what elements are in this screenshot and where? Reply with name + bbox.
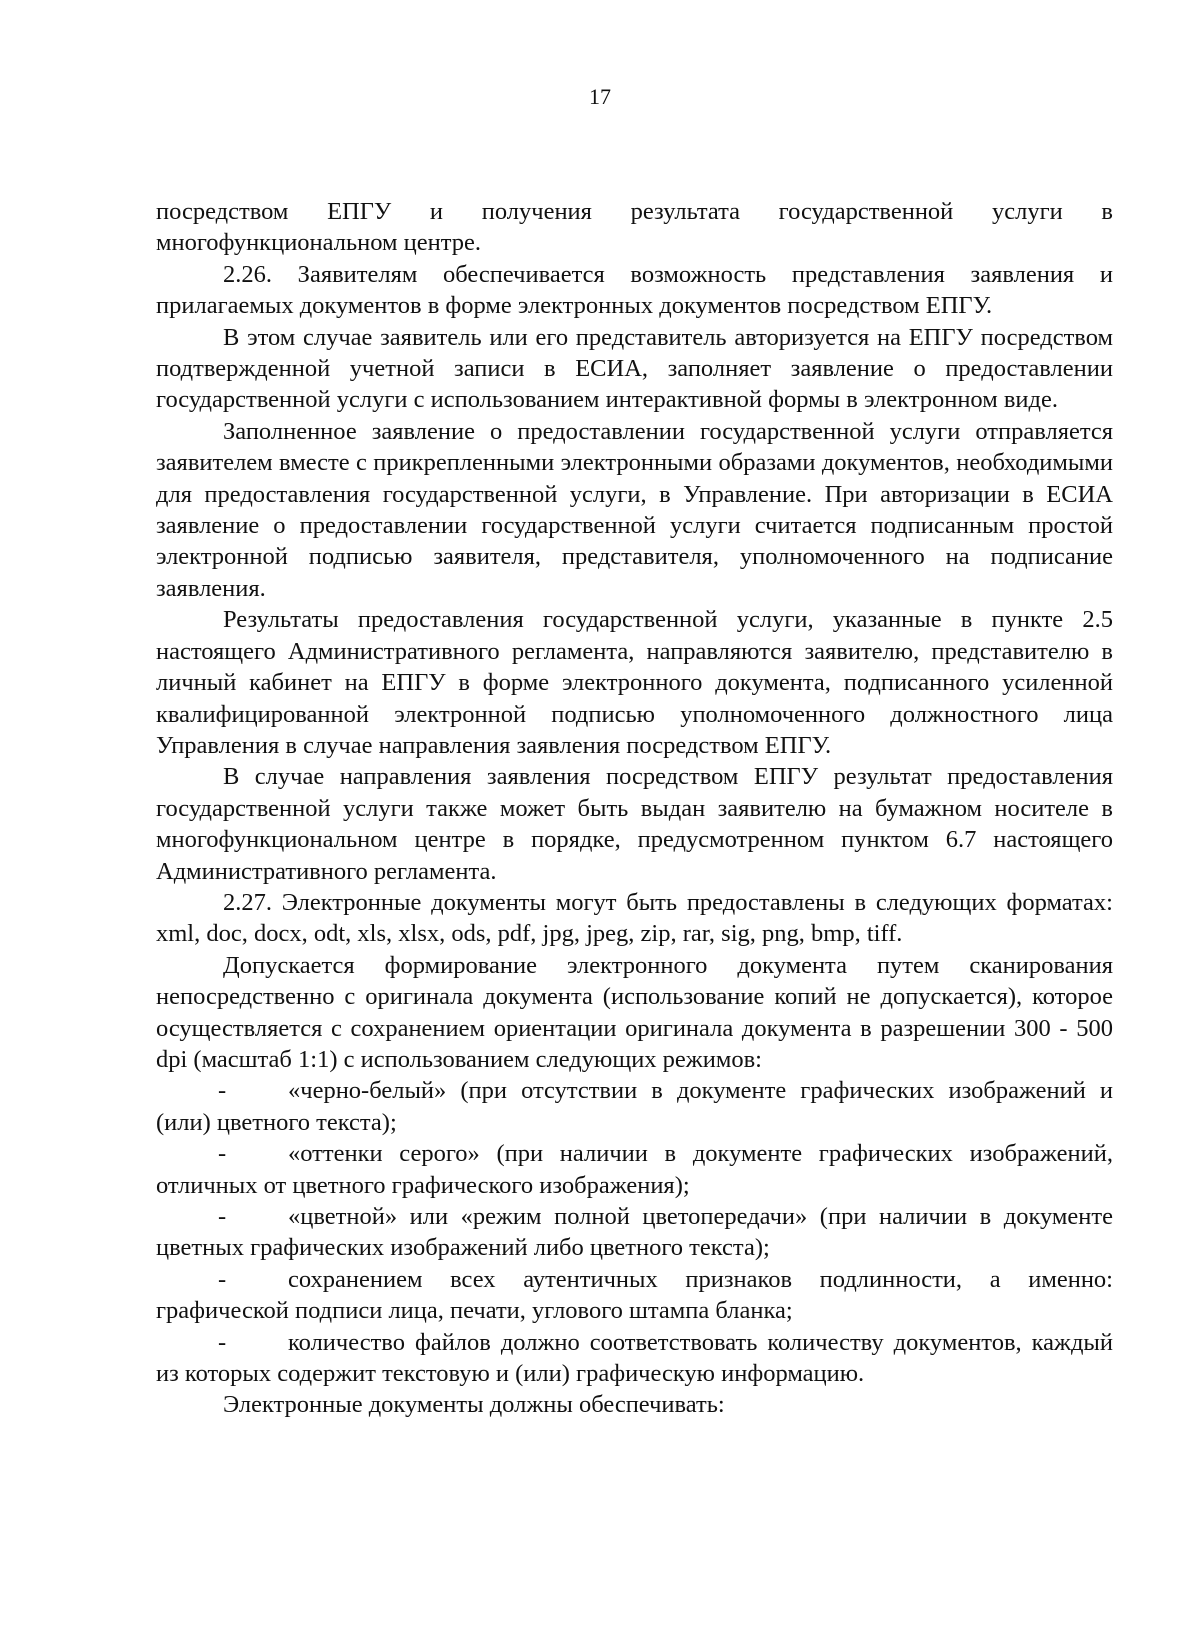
paragraph-2-26: 2.26. Заявителям обеспечивается возможность представления заявления и прилагаемых документов в форме электронных документов посредством ЕПГУ. [156, 260, 1113, 320]
paragraph-authorization: В этом случае заявитель или его представитель авторизуется на ЕПГУ посредством подтвержденной учетной записи в ЕСИА, заполняет заявление о предоставлении государственной услуги с использованием интерактивной формы в электронном виде. [156, 323, 1113, 414]
paragraph-2-27: 2.27. Электронные документы могут быть предоставлены в следующих форматах: xml, doc, docx, odt, xls, xlsx, ods, pdf, jpg, jpeg, zip, rar, sig, png, bmp, tiff. [156, 888, 1113, 948]
paragraph-filled-application: Заполненное заявление о предоставлении государственной услуги отправляется заявителем вместе с прикрепленными электронными образами документов, необходимыми для предоставления государственной услуги, в Управление. При авторизации в ЕСИА заявление о предоставлении государственной услуги считается подписанным простой электронной подписью заявителя, представителя, уполномоченного на подписание заявления. [156, 417, 1113, 602]
list-marker: - [218, 1265, 227, 1293]
paragraph-results: Результаты предоставления государственной услуги, указанные в пункте 2.5 настоящего Административного регламента, направляются заявителю, представителю в личный кабинет на ЕПГУ в форме электронного документа, подписанного усиленной квалифицированной электронной подписью уполномоченного должностного лица Управления в случае направления заявления посредством ЕПГУ. [156, 606, 1113, 759]
paragraph-continuation: посредством ЕПГУ и получения результата государственной услуги в многофункциональном центре. [156, 198, 1113, 257]
list-item [156, 1201, 1113, 1264]
list-item-text: «черно-белый» (при отсутствии в документе графических изображений и (или) цветного текста); [156, 1077, 1113, 1136]
paragraph-scanning: Допускается формирование электронного документа путем сканирования непосредственно с оригинала документа (использование копий не допускается), которое осуществляется с сохранением ориентации оригинала документа в разрешении 300 - 500 dpi (масштаб 1:1) с использованием следующих режимов: [156, 951, 1113, 1073]
list-item-text: сохранением всех аутентичных признаков подлинности, а именно: графической подписи лица, печати, углового штампа бланка; [156, 1265, 1113, 1325]
list-item-text: «оттенки серого» (при наличии в документе графических изображений, отличных от цветного графического изображения); [156, 1140, 1113, 1199]
list-marker: - [218, 1203, 227, 1230]
list-item-text: количество файлов должно соответствовать количеству документов, каждый из которых содержит текстовую и (или) графическую информацию. [156, 1328, 1113, 1388]
list-item [156, 1327, 1113, 1390]
closing-paragraph: Электронные документы должны обеспечивать: [223, 1391, 725, 1419]
list-item-text: «цветной» или «режим полной цветопередачи» (при наличии в документе цветных графических изображений либо цветного текста); [156, 1203, 1113, 1262]
list-item [156, 1138, 1113, 1201]
page-number: 17 [589, 84, 611, 109]
list-marker: - [218, 1077, 227, 1105]
list-item [156, 1075, 1113, 1138]
document-body [156, 196, 1113, 1421]
paragraph-paper-result: В случае направления заявления посредством ЕПГУ результат предоставления государственной услуги также может быть выдан заявителю на бумажном носителе в многофункциональном центре в порядке, предусмотренном пунктом 6.7 настоящего Административного регламента. [156, 763, 1113, 885]
list-marker: - [218, 1140, 227, 1168]
list-item [156, 1264, 1113, 1327]
list-marker: - [218, 1328, 227, 1356]
